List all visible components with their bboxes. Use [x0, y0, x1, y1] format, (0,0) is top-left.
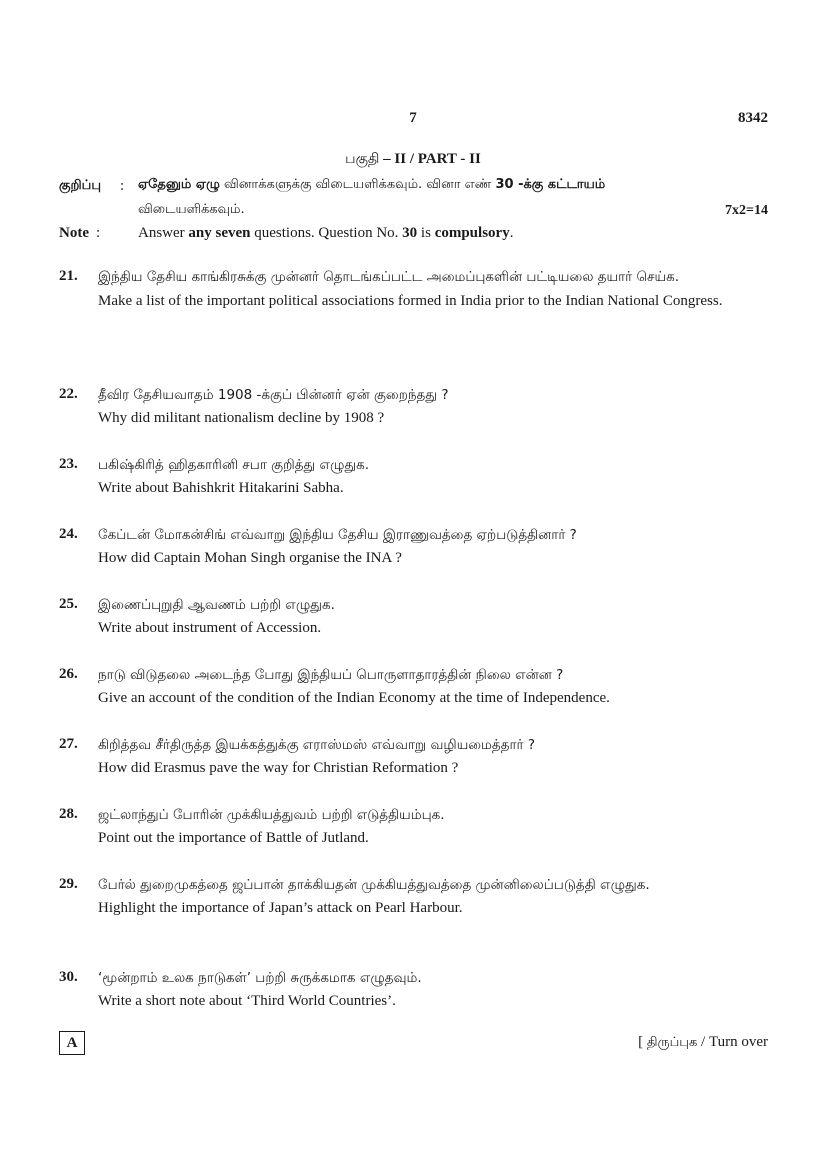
note-instruction-en: [138, 225, 513, 242]
question-text-en: Highlight the importance of Japan’s attack on Pearl Harbour.: [98, 900, 463, 916]
question-body: [98, 804, 768, 850]
note-en-text-2: questions. Question No.: [250, 225, 403, 241]
part-heading-ta: பகுதி: [345, 151, 380, 167]
part-heading-en: – II / PART - II: [379, 151, 481, 167]
question-text-ta: இணைப்புறுதி ஆவணம் பற்றி எழுதுக.: [98, 597, 335, 613]
question-text-ta: கிறித்தவ சீர்திருத்த இயக்கத்துக்கு எராஸ்மஸ் எவ்வாறு வழியமைத்தார் ?: [98, 737, 536, 753]
question-text-ta: இந்திய தேசிய காங்கிரசுக்கு முன்னர் தொடங்கப்பட்ட அமைப்புகளின் பட்டியலை தயார் செய்க.: [98, 269, 679, 285]
note-en-bold-3: compulsory: [434, 225, 510, 241]
note-colon-ta: :: [120, 178, 125, 194]
question-number: 28.: [59, 806, 78, 822]
question-body: [98, 967, 768, 1013]
note-en-text-3: is: [417, 225, 435, 241]
question-number: 29.: [59, 876, 78, 892]
question-number: 27.: [59, 736, 78, 752]
note-ta-bold-2: 30 -க்கு கட்டாயம்: [495, 177, 606, 192]
question-body: [98, 384, 768, 430]
question-number: 23.: [59, 456, 78, 472]
note-en-text-1: Answer: [138, 225, 189, 241]
question-number: 21.: [59, 268, 78, 284]
question-body: [98, 664, 768, 710]
question-body: [98, 874, 768, 920]
question-body: [98, 266, 768, 313]
question-body: [98, 594, 768, 640]
question-text-ta: நாடு விடுதலை அடைந்த போது இந்தியப் பொருளாதாரத்தின் நிலை என்ன ?: [98, 667, 564, 683]
note-instruction-ta-line2: விடையளிக்கவும்.: [138, 202, 245, 217]
question-text-ta: பேர்ல் துறைமுகத்தை ஜப்பான் தாக்கியதன் முக்கியத்துவத்தை முன்னிலைப்படுத்தி எழுதுக.: [98, 877, 650, 893]
note-colon-en: :: [96, 225, 101, 241]
note-en-text-4: .: [509, 225, 514, 241]
series-letter-box: A: [59, 1031, 85, 1055]
question-body: [98, 454, 768, 500]
question-text-en: Why did militant nationalism decline by 1908 ?: [98, 410, 385, 426]
note-label-ta: குறிப்பு: [59, 178, 102, 193]
page-number: 7: [409, 110, 417, 126]
question-text-ta: ‘மூன்றாம் உலக நாடுகள்’ பற்றி சுருக்கமாக எழுதவும்.: [98, 970, 422, 986]
paper-code: 8342: [738, 110, 768, 126]
note-instruction-ta: [138, 177, 738, 193]
question-body: [98, 524, 768, 570]
note-label-en: Note: [59, 225, 89, 241]
question-text-en: How did Captain Mohan Singh organise the INA ?: [98, 550, 402, 566]
question-text-ta: பகிஷ்கிரித் ஹிதகாரினி சபா குறித்து எழுதுக.: [98, 457, 370, 473]
question-text-en: Write about Bahishkrit Hitakarini Sabha.: [98, 480, 344, 496]
turn-over-bracket: [: [638, 1034, 647, 1050]
turn-over-ta: திருப்புக: [646, 1035, 698, 1050]
question-text-en: Write about instrument of Accession.: [98, 620, 322, 636]
question-text-ta: தீவிர தேசியவாதம் 1908 -க்குப் பின்னர் ஏன் குறைந்தது ?: [98, 387, 449, 403]
question-number: 26.: [59, 666, 78, 682]
question-number: 22.: [59, 386, 78, 402]
question-text-ta: கேப்டன் மோகன்சிங் எவ்வாறு இந்திய தேசிய இராணுவத்தை ஏற்படுத்தினார் ?: [98, 527, 577, 543]
question-text-en: Write a short note about ‘Third World Countries’.: [98, 993, 396, 1009]
turn-over-note: [638, 1034, 768, 1051]
note-ta-bold-1: ஏதேனும் ஏழு: [138, 177, 220, 192]
note-ta-text-1: வினாக்களுக்கு விடையளிக்கவும். வினா எண்: [219, 177, 496, 192]
question-text-en: How did Erasmus pave the way for Christian Reformation ?: [98, 760, 459, 776]
question-number: 30.: [59, 969, 78, 985]
part-heading: [0, 151, 826, 169]
marks-allocation: 7x2=14: [725, 203, 768, 218]
question-text-en: Make a list of the important political associations formed in India prior to the Indian National Congress.: [98, 293, 723, 309]
question-number: 25.: [59, 596, 78, 612]
question-number: 24.: [59, 526, 78, 542]
question-body: [98, 734, 768, 780]
question-text-en: Give an account of the condition of the Indian Economy at the time of Independence.: [98, 690, 610, 706]
note-en-bold-1: any seven: [188, 225, 251, 241]
question-text-en: Point out the importance of Battle of Jutland.: [98, 830, 369, 846]
note-en-bold-2: 30: [402, 225, 418, 241]
question-text-ta: ஜட்லாந்துப் போரின் முக்கியத்துவம் பற்றி எடுத்தியம்புக.: [98, 807, 445, 823]
turn-over-en: / Turn over: [697, 1034, 768, 1050]
